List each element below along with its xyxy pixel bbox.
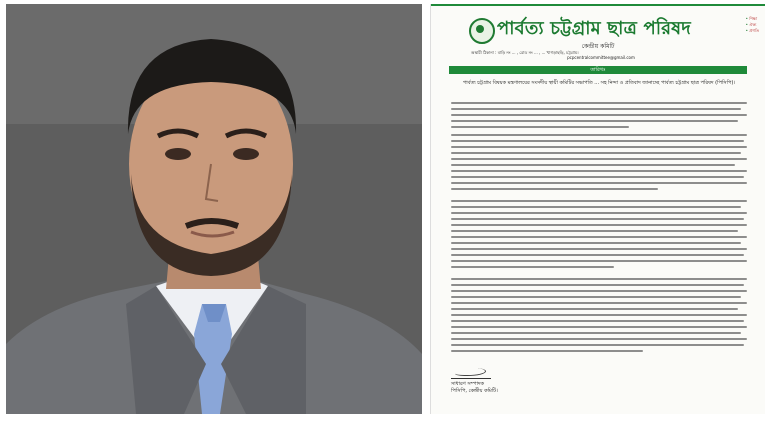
body-paragraph	[451, 134, 747, 194]
motto-item: • প্রগতি	[746, 28, 759, 34]
motto-list	[746, 16, 759, 34]
date-label: তারিখঃ	[590, 67, 606, 73]
committee-name: কেন্দ্রীয় কমিটি	[581, 43, 615, 50]
organization-name: পার্বত্য চট্টগ্রাম ছাত্র পরিষদ	[497, 18, 691, 39]
body-paragraph	[451, 200, 747, 272]
signature-role: সাধারণ সম্পাদক	[451, 381, 485, 387]
address-block	[471, 50, 731, 60]
signature-org: পিসিপি, কেন্দ্রীয় কমিটি।	[451, 388, 498, 394]
press-release-document	[430, 4, 765, 414]
intro-text: পার্বত্য চট্টগ্রাম বিষয়ক মন্ত্রণালয়ের সংসদীয় স্থায়ী কমিটির সভাপতি ... সহ নিন্দা ও প্রতিবাদ জানাচ্ছে পার্বত্য চট্টগ্রাম ছাত্র পরিষদ (পিসিপি)।	[462, 80, 736, 86]
body-paragraph	[451, 278, 747, 356]
body-paragraph	[451, 102, 747, 132]
email-text: pcpcentralcommittee@gmail.com	[567, 55, 635, 60]
signature-mark	[451, 366, 491, 379]
motto-item: • ঐক্য	[746, 22, 759, 28]
address-text: অস্থায়ী ঠিকানা : বাড়ি নং ... , রোড নং ... , ... খাগড়াছড়ি, চট্টগ্রাম।	[471, 50, 579, 55]
motto-item: • শিক্ষা	[746, 16, 759, 22]
portrait-photo	[6, 4, 422, 414]
date-bar	[449, 66, 747, 74]
top-rule	[431, 4, 765, 6]
portrait-illustration	[6, 4, 422, 414]
signature-block	[451, 366, 498, 395]
